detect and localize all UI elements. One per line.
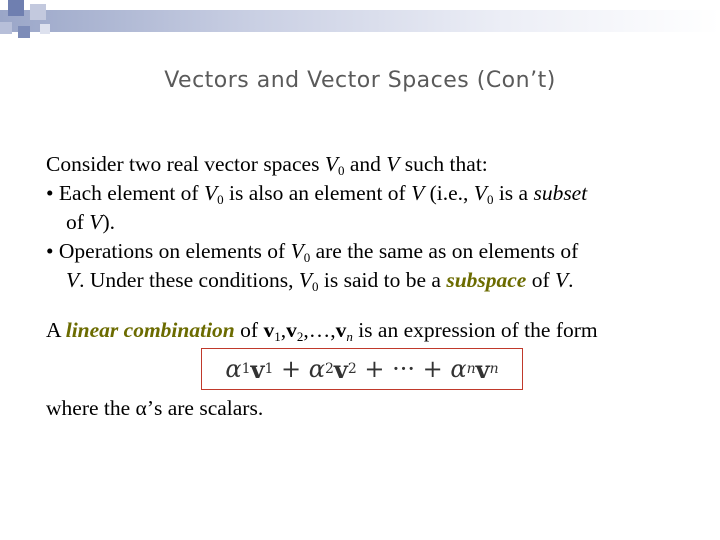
text: v [250, 354, 265, 384]
text: . Under these conditions, [79, 268, 299, 292]
text: v [263, 318, 275, 342]
text: v [333, 354, 348, 384]
text: + [273, 355, 309, 383]
header-bar [0, 10, 720, 32]
text: V [555, 268, 569, 292]
term-subset: subset [533, 181, 588, 205]
text: α [225, 355, 242, 383]
text: ’s are scalars. [146, 396, 264, 420]
bullet-item [46, 179, 686, 208]
text: V [89, 210, 103, 234]
text: V [298, 268, 313, 292]
text: 0 [217, 192, 224, 207]
text: v [475, 354, 490, 384]
text: n [466, 361, 476, 377]
bullet-continuation [46, 208, 686, 237]
text: 0 [486, 192, 494, 207]
text: Each element of [53, 181, 204, 205]
text: 1 [274, 329, 281, 344]
decorative-square [30, 4, 46, 20]
text: α [308, 355, 325, 383]
slide-title: Vectors and Vector Spaces (Con’t) [164, 68, 556, 93]
text: V [66, 268, 80, 292]
text: and [344, 152, 387, 176]
text: Operations on elements of [53, 239, 291, 263]
text: α [135, 396, 147, 420]
text: α [450, 355, 467, 383]
text: n [489, 361, 499, 377]
text: are the same as on elements of [310, 239, 579, 263]
text: V [290, 239, 304, 263]
bullet-marker: • [46, 181, 54, 205]
closing-line [46, 396, 263, 421]
text: such that: [399, 152, 488, 176]
term-subspace: subspace [446, 268, 527, 292]
text: . [568, 268, 574, 292]
bullet-continuation [46, 266, 686, 295]
text: is a [493, 181, 534, 205]
text: 0 [312, 279, 319, 294]
text: is said to be a [318, 268, 447, 292]
text: 2 [296, 329, 304, 344]
decorative-square [18, 26, 30, 38]
intro-line [46, 150, 686, 179]
text: V [386, 152, 400, 176]
text: of [234, 318, 264, 342]
decorative-square [0, 22, 12, 34]
linear-combination-formula: α 1 v 1 + α 2 v 2 + ··· + α n v n [201, 348, 523, 390]
term-linear-combination: linear combination [65, 318, 235, 342]
linear-combination-line [46, 318, 598, 343]
text: is also an element of [223, 181, 412, 205]
text: 0 [337, 163, 345, 178]
text: where the [46, 396, 136, 420]
text: V [203, 181, 218, 205]
text: Consider two real vector spaces [46, 152, 325, 176]
decorative-square [8, 0, 24, 16]
text: n [346, 329, 353, 344]
text: ,…, [303, 318, 336, 342]
text: , [280, 318, 287, 342]
slide-body [46, 150, 686, 295]
text: of [526, 268, 556, 292]
text: (i.e., [424, 181, 474, 205]
text: v [335, 318, 347, 342]
decorative-square [40, 24, 50, 34]
text: of [66, 210, 90, 234]
text: + ··· + [356, 355, 451, 383]
text: V [473, 181, 487, 205]
text: 0 [303, 250, 311, 265]
text: A [46, 318, 66, 342]
bullet-item [46, 237, 686, 266]
text: ). [102, 210, 115, 234]
bullet-marker: • [46, 239, 54, 263]
text: V [411, 181, 425, 205]
text: v [286, 318, 297, 342]
text: V [324, 152, 338, 176]
text: is an expression of the form [352, 318, 598, 342]
